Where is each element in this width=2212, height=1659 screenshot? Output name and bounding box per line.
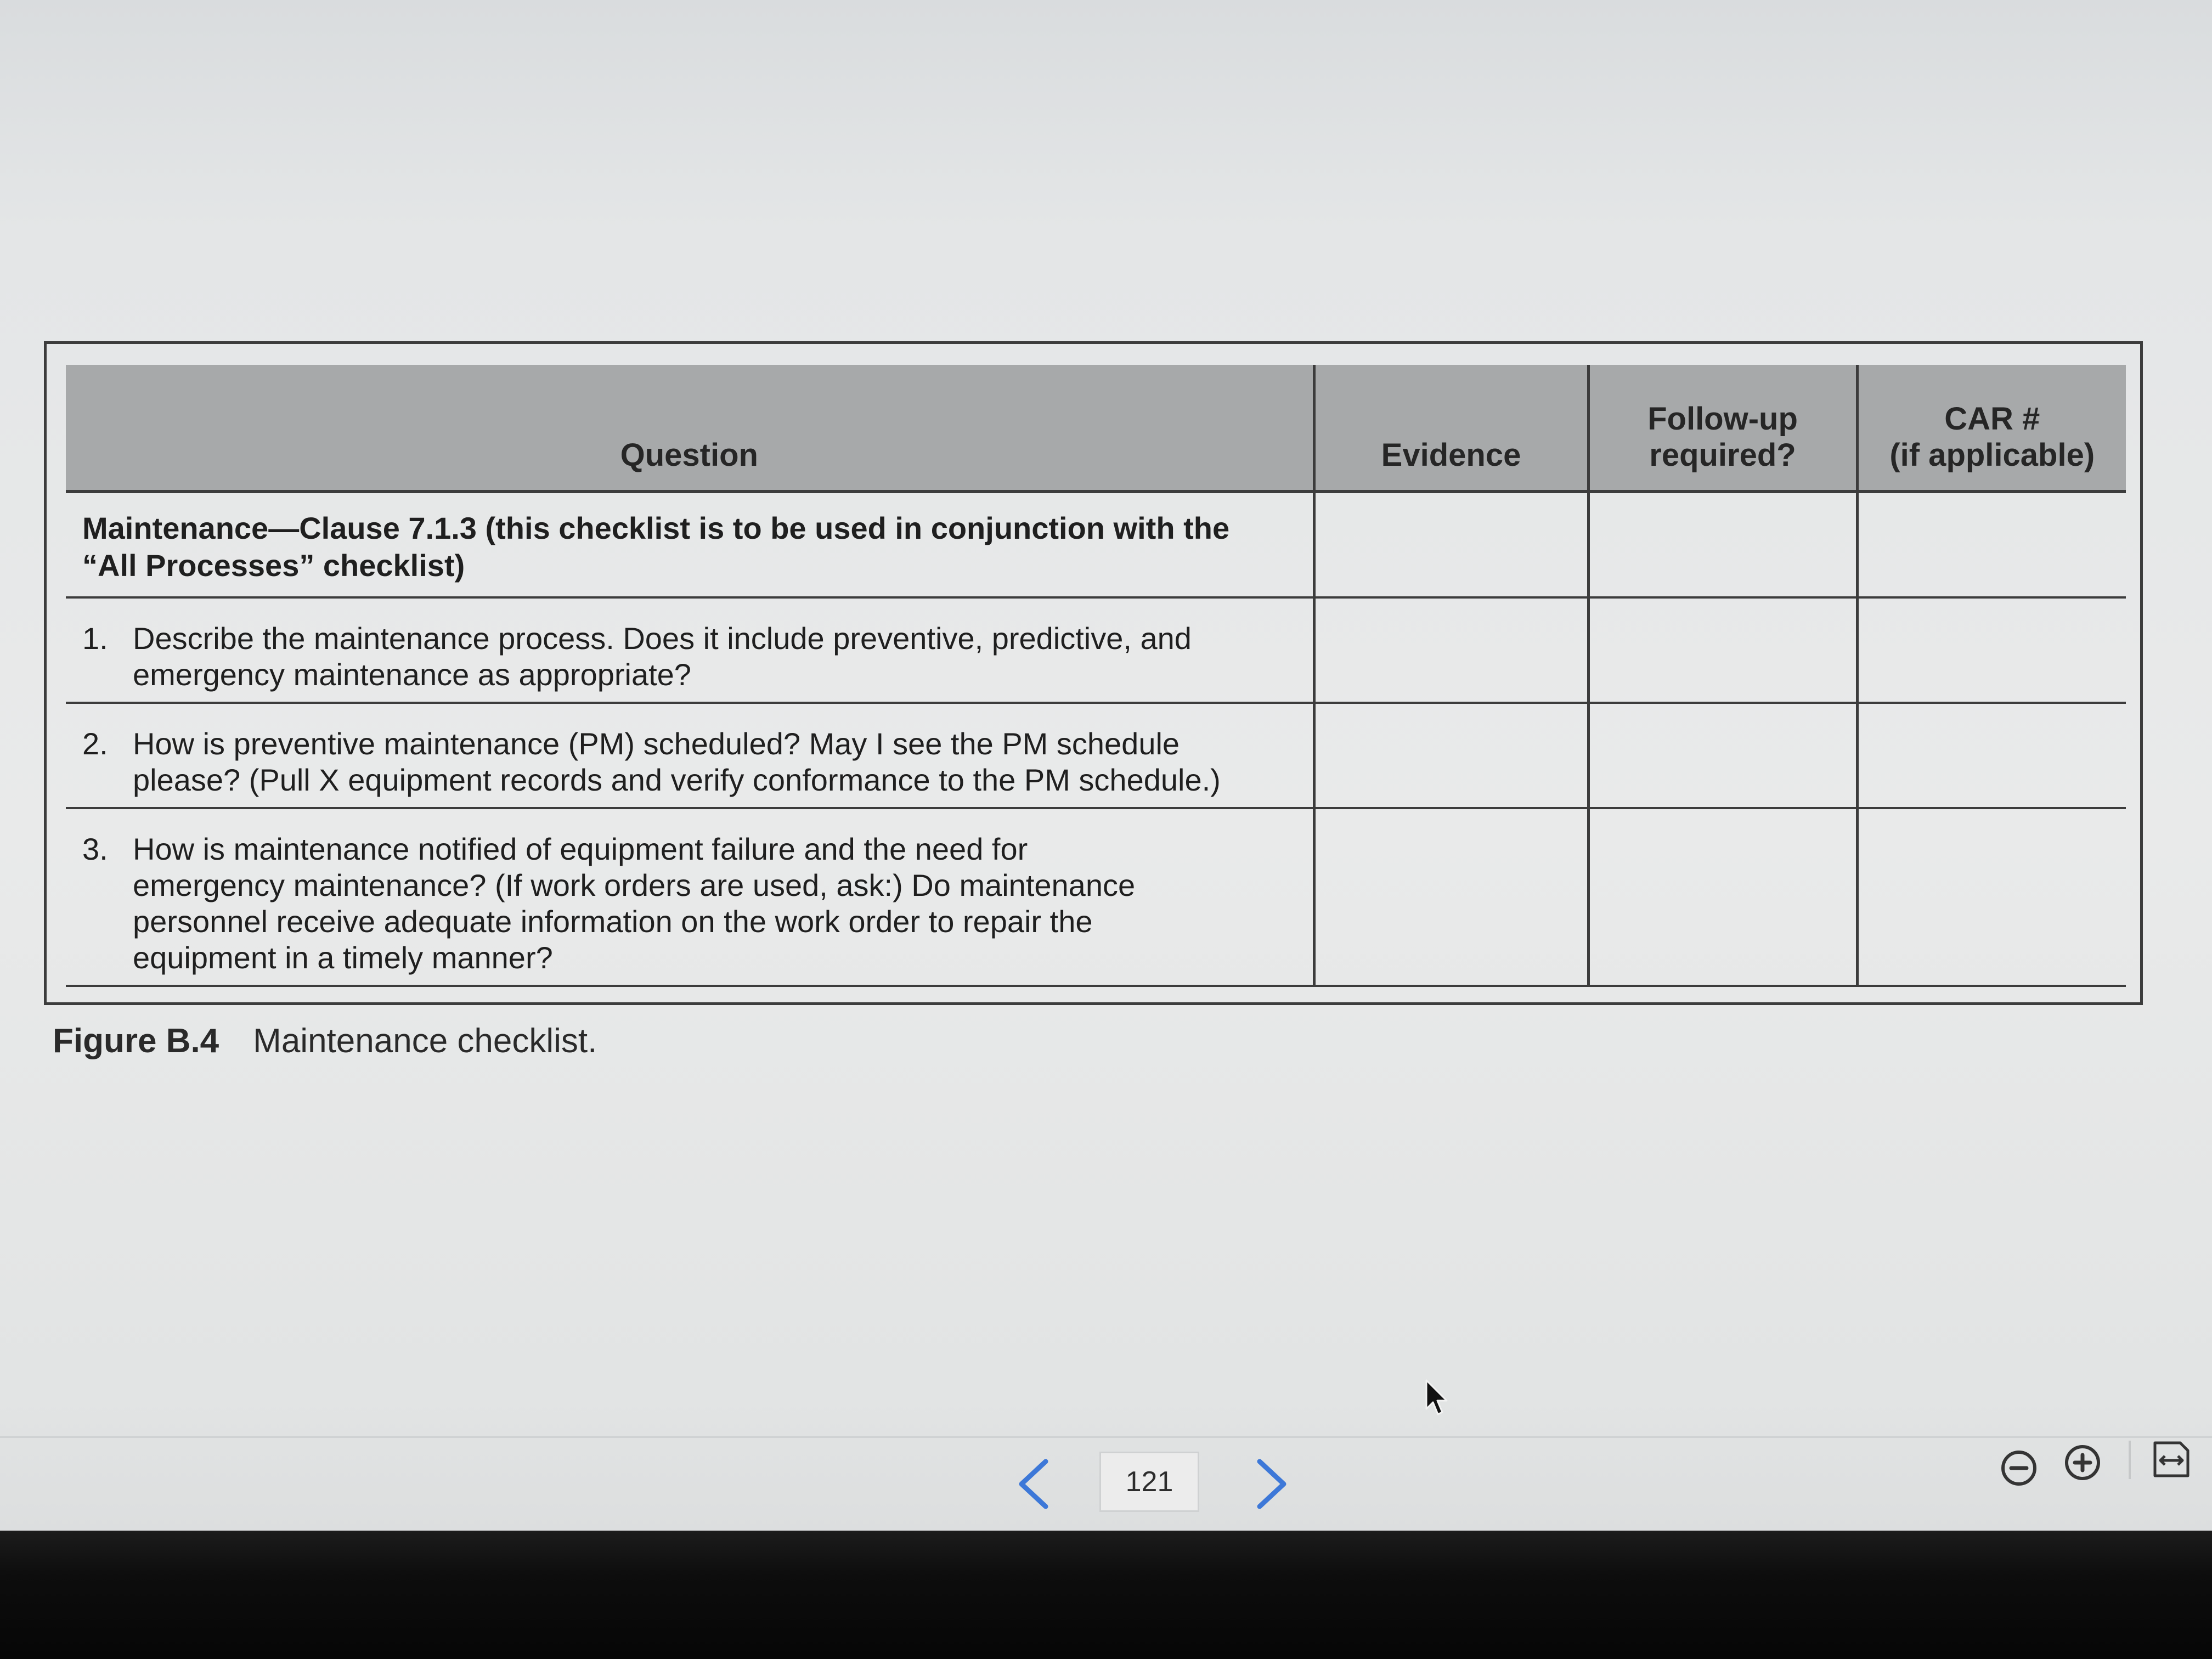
- question-line: Describe the maintenance process. Does it include preventive, predictive, and: [133, 621, 1192, 656]
- figure-caption-text: Maintenance checklist.: [253, 1022, 597, 1060]
- zoom-out-button[interactable]: [1997, 1446, 2041, 1490]
- page-number: 121: [1125, 1466, 1173, 1498]
- header-car-line1: CAR #: [1944, 401, 2040, 437]
- question-text: [133, 831, 1302, 976]
- car-cell: [1857, 492, 2126, 597]
- header-followup-line1: Follow-up: [1647, 401, 1798, 437]
- header-question-label: Question: [620, 437, 758, 473]
- table-row-section: [66, 492, 2126, 597]
- header-evidence: [1314, 365, 1588, 492]
- header-question: [66, 365, 1314, 492]
- chevron-right-icon: [1246, 1454, 1296, 1514]
- screen-bezel: [0, 1531, 2212, 1659]
- question-line: emergency maintenance as appropriate?: [133, 657, 691, 692]
- header-followup-line2: required?: [1649, 437, 1796, 473]
- question-line: How is maintenance notified of equipment failure and the need for: [133, 832, 1028, 866]
- car-cell: [1857, 597, 2126, 703]
- mouse-cursor-icon: [1424, 1379, 1449, 1418]
- question-line: emergency maintenance? (If work orders are used, ask:) Do maintenance: [133, 868, 1136, 902]
- question-item: [66, 599, 1313, 693]
- question-number: 2.: [82, 726, 108, 761]
- zoom-in-button[interactable]: [2061, 1441, 2104, 1485]
- zoom-in-icon: [2061, 1441, 2104, 1485]
- question-line: personnel receive adequate information on the work order to repair the: [133, 904, 1093, 939]
- question-line: equipment in a timely manner?: [133, 940, 553, 975]
- header-car: [1857, 365, 2126, 492]
- header-evidence-label: Evidence: [1381, 437, 1521, 473]
- evidence-cell: [1314, 703, 1588, 808]
- table-row: [66, 703, 2126, 808]
- previous-page-button[interactable]: [1009, 1454, 1059, 1514]
- table-row: [66, 597, 2126, 703]
- section-title: [66, 493, 1313, 584]
- question-cell: [66, 597, 1314, 703]
- toolbar-divider: [0, 1436, 2212, 1438]
- evidence-cell: [1314, 597, 1588, 703]
- fit-width-icon: [2148, 1436, 2194, 1482]
- car-cell: [1857, 703, 2126, 808]
- fit-width-button[interactable]: [2148, 1436, 2194, 1482]
- question-number: 1.: [82, 621, 108, 656]
- question-item: [66, 809, 1313, 976]
- header-car-line2: (if applicable): [1889, 437, 2095, 473]
- question-item: [66, 704, 1313, 798]
- question-cell: [66, 808, 1314, 986]
- question-cell: [66, 703, 1314, 808]
- figure-caption: [53, 1022, 597, 1061]
- header-followup: [1588, 365, 1857, 492]
- table-row: [66, 808, 2126, 986]
- question-number: 3.: [82, 832, 108, 866]
- question-line: please? (Pull X equipment records and verify conformance to the PM schedule.): [133, 763, 1221, 797]
- evidence-cell: [1314, 492, 1588, 597]
- page-number-field[interactable]: [1099, 1452, 1199, 1512]
- followup-cell: [1588, 703, 1857, 808]
- evidence-cell: [1314, 808, 1588, 986]
- question-line: How is preventive maintenance (PM) scheduled? May I see the PM schedule: [133, 726, 1180, 761]
- question-text: [133, 726, 1302, 798]
- zoom-out-icon: [1997, 1446, 2041, 1490]
- toolbar-separator: [2129, 1441, 2131, 1479]
- maintenance-checklist-table: [66, 365, 2126, 987]
- followup-cell: [1588, 597, 1857, 703]
- figure-label: Figure B.4: [53, 1022, 219, 1060]
- question-text: [133, 620, 1302, 693]
- followup-cell: [1588, 808, 1857, 986]
- chevron-left-icon: [1009, 1454, 1059, 1514]
- table-header-row: [66, 365, 2126, 492]
- section-title-line2: “All Processes” checklist): [82, 548, 465, 583]
- section-title-cell: [66, 492, 1314, 597]
- next-page-button[interactable]: [1246, 1454, 1296, 1514]
- car-cell: [1857, 808, 2126, 986]
- section-title-line1: Maintenance—Clause 7.1.3 (this checklist is to be used in conjunction with the: [82, 511, 1230, 545]
- followup-cell: [1588, 492, 1857, 597]
